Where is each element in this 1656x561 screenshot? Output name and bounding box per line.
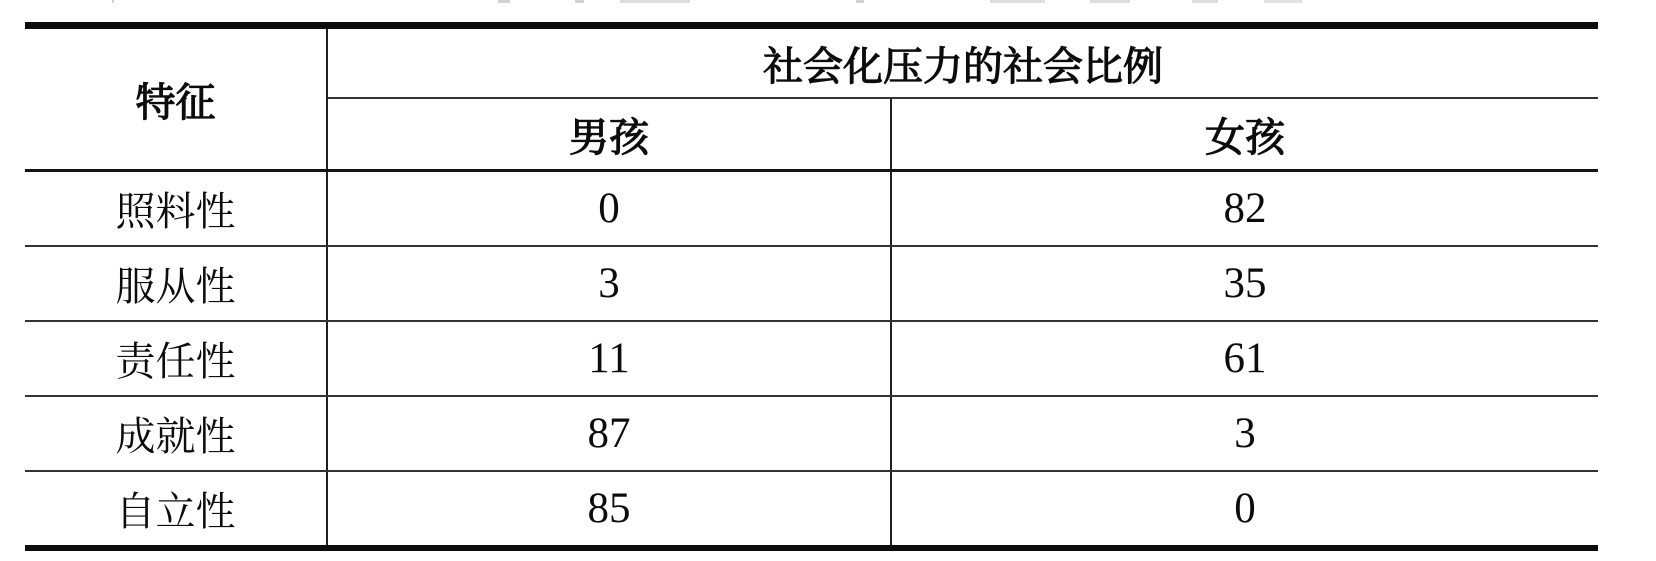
girl-value: 82 [891, 171, 1598, 247]
page-crop-artifact [1264, 0, 1302, 3]
girl-value: 3 [891, 396, 1598, 471]
boy-value: 0 [327, 171, 891, 247]
header-cell-girls: 女孩 [891, 98, 1598, 171]
table-header [25, 26, 1598, 171]
row-label: 自立性 [25, 471, 327, 548]
header-row-group [25, 26, 1598, 99]
socialization-pressure-table [25, 22, 1598, 551]
row-label: 照料性 [25, 171, 327, 247]
boy-value: 11 [327, 321, 891, 396]
page-crop-artifact [575, 0, 584, 3]
table-row [25, 471, 1598, 548]
boy-value: 85 [327, 471, 891, 548]
boy-value: 3 [327, 246, 891, 321]
row-label: 成就性 [25, 396, 327, 471]
girl-value: 61 [891, 321, 1598, 396]
row-label: 服从性 [25, 246, 327, 321]
header-cell-group: 社会化压力的社会比例 [327, 26, 1598, 99]
table-row [25, 246, 1598, 321]
page-crop-artifact [856, 0, 864, 3]
page-crop-artifact [498, 0, 510, 3]
page-crop-artifact [1192, 0, 1218, 3]
table-row [25, 171, 1598, 247]
header-cell-feature: 特征 [25, 26, 327, 171]
page-crop-artifact [112, 0, 114, 3]
table-row [25, 321, 1598, 396]
page-crop-artifact [1090, 0, 1130, 3]
header-cell-boys: 男孩 [327, 98, 891, 171]
boy-value: 87 [327, 396, 891, 471]
page-crop-artifact [620, 0, 690, 3]
table-body [25, 171, 1598, 549]
girl-value: 35 [891, 246, 1598, 321]
girl-value: 0 [1234, 485, 1256, 532]
page-crop-artifact [990, 0, 1045, 3]
row-label: 责任性 [25, 321, 327, 396]
table-row [25, 396, 1598, 471]
